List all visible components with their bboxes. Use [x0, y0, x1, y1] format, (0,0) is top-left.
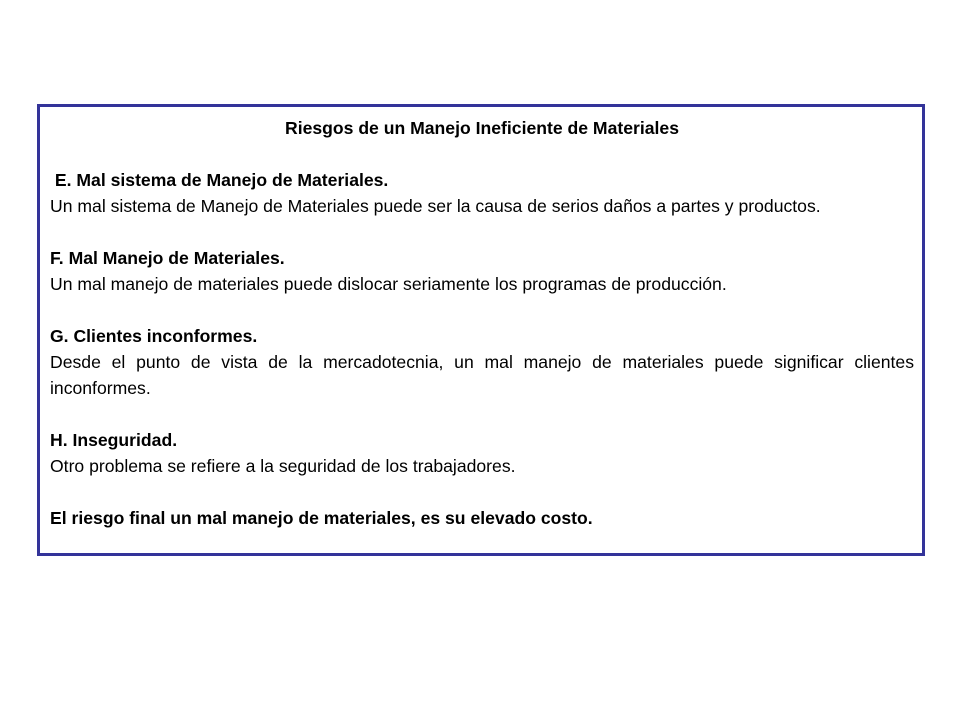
content-frame	[37, 104, 925, 556]
spacer	[50, 401, 914, 427]
spacer	[50, 297, 914, 323]
document-title: Riesgos de un Manejo Ineficiente de Materiales	[284, 118, 679, 138]
section-heading-f: F. Mal Manejo de Materiales.	[50, 248, 285, 268]
section-body-e: Un mal sistema de Manejo de Materiales puede ser la causa de serios daños a partes y productos.	[50, 196, 821, 216]
spacer	[50, 141, 914, 167]
conclusion-text: El riesgo final un mal manejo de materiales, es su elevado costo.	[50, 508, 593, 528]
spacer	[50, 479, 914, 505]
section-heading-g: G. Clientes inconformes.	[50, 326, 258, 346]
spacer	[50, 219, 914, 245]
section-heading-h: H. Inseguridad.	[50, 430, 178, 450]
section-body-f: Un mal manejo de materiales puede dislocar seriamente los programas de producción.	[50, 274, 727, 294]
document-body	[50, 115, 914, 531]
section-heading-e: E. Mal sistema de Manejo de Materiales.	[50, 170, 389, 190]
section-body-h: Otro problema se refiere a la seguridad de los trabajadores.	[50, 456, 516, 476]
section-body-g: Desde el punto de vista de la mercadotecnia, un mal manejo de materiales puede significar clientes inconformes.	[50, 352, 914, 398]
